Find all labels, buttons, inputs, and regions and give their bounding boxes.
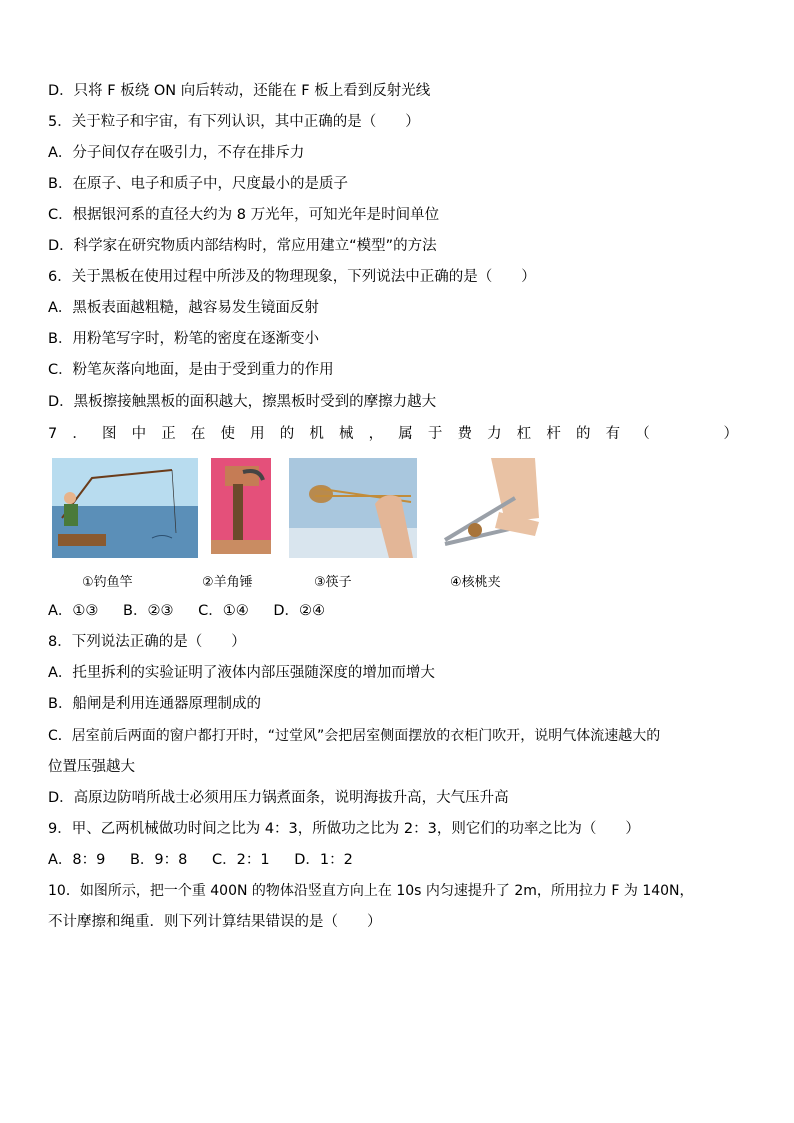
q9-option-a: A．8：9	[48, 852, 106, 868]
q6-stem: 6．关于黑板在使用过程中所涉及的物理现象，下列说法中正确的是（ ）	[48, 269, 536, 285]
chopsticks-image	[289, 458, 417, 558]
fishing-rod-image	[52, 458, 198, 558]
q7-option-d: D．②④	[273, 603, 325, 619]
q6-option-c: C．粉笔灰落向地面，是由于受到重力的作用	[48, 362, 334, 378]
q4-option-d: D．只将 F 板绕 ON 向后转动，还能在 F 板上看到反射光线	[48, 83, 431, 99]
q9-options	[48, 850, 373, 870]
q8-option-c-line1: C．居室前后两面的窗户都打开时，“过堂风”会把居室侧面摆放的衣柜门吹开，说明气体流速越大的	[48, 728, 661, 744]
caption-fishing-rod: ①钓鱼竿	[82, 575, 133, 590]
caption-claw-hammer: ②羊角锤	[202, 575, 253, 590]
q6-option-b: B．用粉笔写字时，粉笔的密度在逐渐变小	[48, 331, 319, 347]
q7-option-b: B．②③	[123, 603, 174, 619]
q7-option-c: C．①④	[198, 603, 249, 619]
q7-stem: 7 ． 图 中 正 在 使 用 的 机 械 ， 属 于 费 力 杠 杆 的 有 （ ）	[48, 426, 738, 442]
q5-option-c: C．根据银河系的直径大约为 8 万光年，可知光年是时间单位	[48, 207, 440, 223]
q5-stem: 5．关于粒子和宇宙，有下列认识，其中正确的是（ ）	[48, 114, 420, 130]
q9-stem: 9．甲、乙两机械做功时间之比为 4：3，所做功之比为 2：3，则它们的功率之比为（ ）	[48, 821, 640, 837]
q8-stem: 8．下列说法正确的是（ ）	[48, 634, 246, 650]
q5-option-b: B．在原子、电子和质子中，尺度最小的是质子	[48, 176, 348, 192]
nutcracker-image	[435, 458, 547, 562]
q7-options	[48, 601, 345, 621]
q6-option-a: A．黑板表面越粗糙，越容易发生镜面反射	[48, 300, 319, 316]
q9-option-b: B．9：8	[129, 852, 188, 868]
q5-option-d: D．科学家在研究物质内部结构时，常应用建立“模型”的方法	[48, 238, 437, 254]
caption-chopsticks: ③筷子	[314, 575, 352, 590]
q6-option-d: D．黑板擦接触黑板的面积越大，擦黑板时受到的摩擦力越大	[48, 394, 437, 410]
caption-nutcracker: ④核桃夹	[450, 575, 501, 590]
q9-option-c: C．2：1	[212, 852, 270, 868]
q7-option-a: A．①③	[48, 603, 99, 619]
claw-hammer-image	[211, 458, 271, 554]
q8-option-c-line2: 位置压强越大	[48, 759, 135, 775]
q5-option-a: A．分子间仅存在吸引力，不存在排斥力	[48, 145, 305, 161]
q8-option-a: A．托里拆利的实验证明了液体内部压强随深度的增加而增大	[48, 665, 435, 681]
q9-option-d: D．1：2	[294, 852, 353, 868]
q8-option-d: D．高原边防哨所战士必须用压力锅煮面条，说明海拔升高，大气压升高	[48, 790, 509, 806]
q10-stem-line2: 不计摩擦和绳重．则下列计算结果错误的是（ ）	[48, 914, 382, 930]
q8-option-b: B．船闸是利用连通器原理制成的	[48, 696, 261, 712]
q7-figures	[50, 458, 550, 590]
q10-stem-line1: 10．如图所示，把一个重 400N 的物体沿竖直方向上在 10s 内匀速提升了 2m，所用拉力 F 为 140N，	[48, 883, 694, 899]
